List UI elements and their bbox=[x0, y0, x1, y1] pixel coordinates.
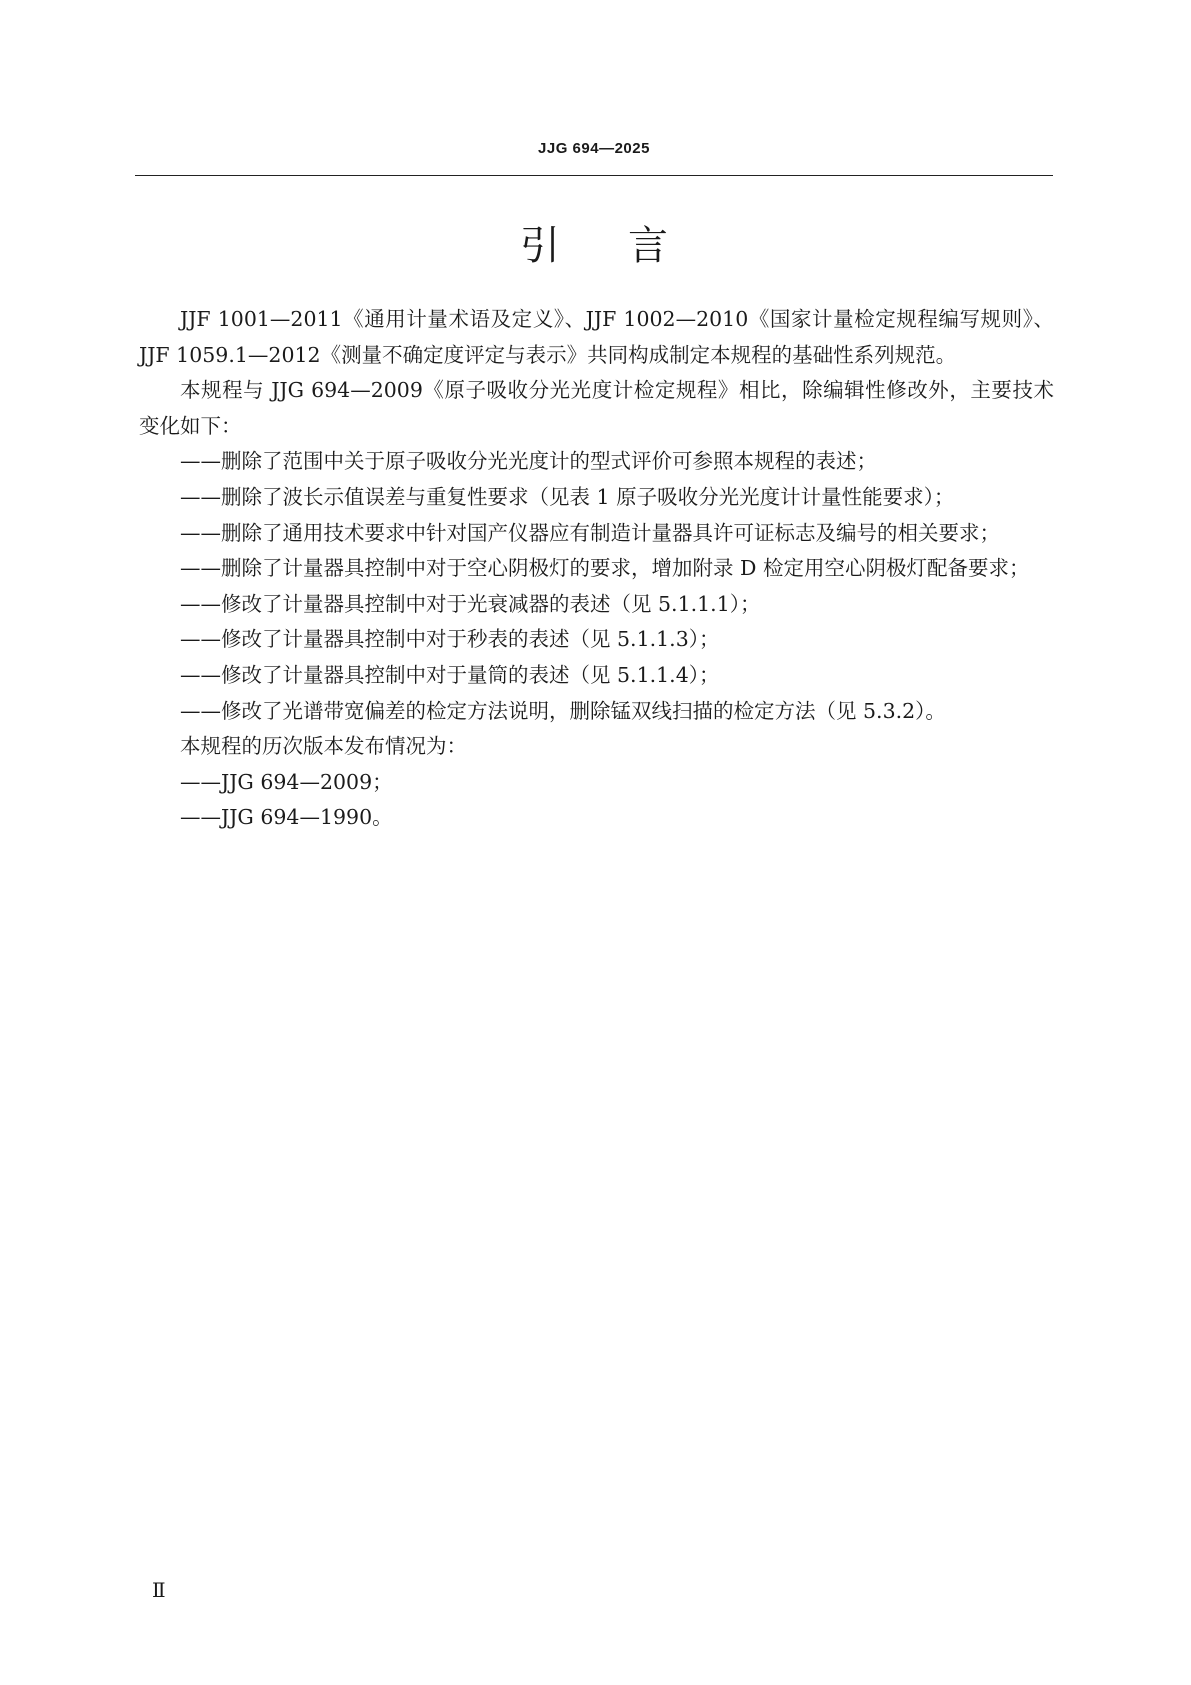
change-item: ——删除了通用技术要求中针对国产仪器应有制造计量器具许可证标志及编号的相关要求； bbox=[180, 520, 1000, 545]
paragraph-history-intro: 本规程的历次版本发布情况为： bbox=[180, 734, 467, 759]
change-item: ——修改了光谱带宽偏差的检定方法说明，删除锰双线扫描的检定方法（见 5.3.2）。 bbox=[180, 698, 946, 723]
section-title: 引言 bbox=[520, 223, 736, 269]
change-item: ——删除了范围中关于原子吸收分光光度计的型式评价可参照本规程的表述； bbox=[180, 449, 877, 474]
paragraph-changes-intro: 本规程与 JJG 694—2009《原子吸收分光光度计检定规程》相比，除编辑性修改外，主要技术变化如下： bbox=[139, 378, 1054, 438]
body-text bbox=[139, 302, 1054, 836]
page-number: Ⅱ bbox=[152, 1580, 166, 1602]
change-item: ——修改了计量器具控制中对于秒表的表述（见 5.1.1.3）； bbox=[180, 627, 720, 652]
change-item: ——修改了计量器具控制中对于光衰减器的表述（见 5.1.1.1）； bbox=[180, 591, 761, 616]
change-item: ——删除了计量器具控制中对于空心阴极灯的要求，增加附录 D 检定用空心阴极灯配备要求； bbox=[180, 556, 1030, 581]
history-item: ——JJG 694—2009； bbox=[180, 769, 393, 794]
paragraph-references: JJF 1001—2011《通用计量术语及定义》、JJF 1002—2010《国家计量检定规程编写规则》、JJF 1059.1—2012《测量不确定度评定与表示》共同构成制定本规程的基础性系列规范。 bbox=[139, 307, 1054, 367]
change-item: ——删除了波长示值误差与重复性要求（见表 1 原子吸收分光光度计计量性能要求）； bbox=[180, 484, 955, 509]
change-item: ——修改了计量器具控制中对于量筒的表述（见 5.1.1.4）； bbox=[180, 662, 720, 687]
history-item: ——JJG 694—1990。 bbox=[180, 805, 393, 830]
document-number-header: JJG 694—2025 bbox=[538, 140, 650, 157]
header-rule bbox=[135, 175, 1053, 176]
